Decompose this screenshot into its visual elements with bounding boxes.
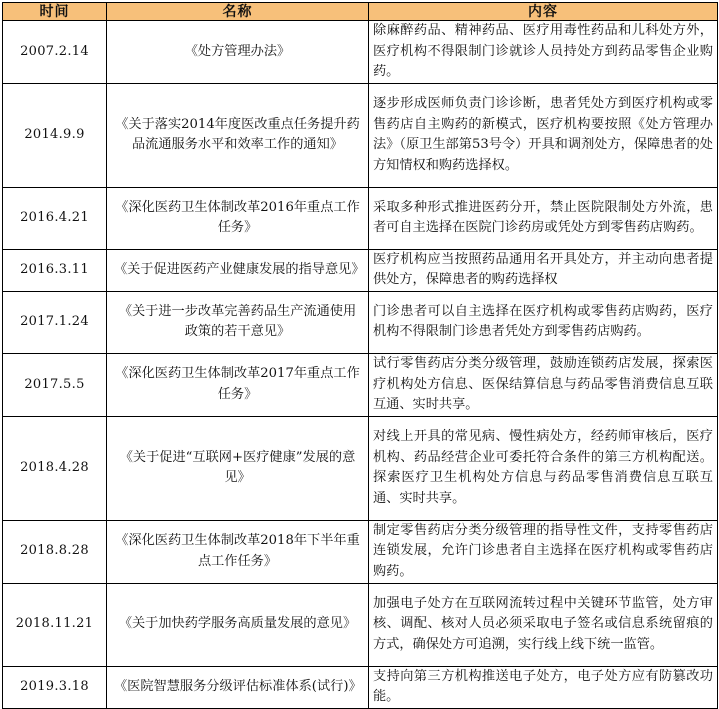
policy-table <box>2 2 718 709</box>
row-content: 制定零售药店分类分级管理的指导性文件，支持零售药店连锁发展，允许门诊患者自主选择在医疗机构或零售药店购药。 <box>369 520 718 583</box>
table-row <box>3 187 718 249</box>
row-name: 《深化医药卫生体制改革2018年下半年重点工作任务》 <box>107 520 369 583</box>
table-row <box>3 416 718 520</box>
row-name: 《关于落实2014年度医改重点任务提升药品流通服务水平和效率工作的通知》 <box>107 83 369 187</box>
header-row <box>3 3 718 21</box>
table-row <box>3 249 718 291</box>
table-row <box>3 83 718 187</box>
table-row <box>3 583 718 666</box>
header-name: 名称 <box>107 3 369 21</box>
row-date: 2017.1.24 <box>3 291 107 353</box>
row-content: 除麻醉药品、精神药品、医疗用毒性药品和儿科处方外，医疗机构不得限制门诊就诊人员持处方到药品零售企业购药。 <box>369 21 718 84</box>
row-name: 《医院智慧服务分级评估标准体系(试行)》 <box>107 666 369 708</box>
row-content: 加强电子处方在互联网流转过程中关键环节监管，处方审核、调配、核对人员必须采取电子签名或信息系统留痕的方式，确保处方可追溯，实行线上线下统一监管。 <box>369 583 718 666</box>
table-row <box>3 666 718 708</box>
row-date: 2018.4.28 <box>3 416 107 520</box>
row-date: 2018.11.21 <box>3 583 107 666</box>
table-row <box>3 353 718 416</box>
row-date: 2016.3.11 <box>3 249 107 291</box>
row-name: 《关于促进医药产业健康发展的指导意见》 <box>107 249 369 291</box>
row-content: 对线上开具的常见病、慢性病处方，经药师审核后，医疗机构、药品经营企业可委托符合条件的第三方机构配送。探索医疗卫生机构处方信息与药品零售消费信息互联互通、实时共享。 <box>369 416 718 520</box>
row-content: 门诊患者可以自主选择在医疗机构或零售药店购药，医疗机构不得限制门诊患者凭处方到零售药店购药。 <box>369 291 718 353</box>
row-content: 采取多种形式推进医药分开，禁止医院限制处方外流，患者可自主选择在医院门诊药房或凭处方到零售药店购药。 <box>369 187 718 249</box>
header-content: 内容 <box>369 3 718 21</box>
row-date: 2014.9.9 <box>3 83 107 187</box>
row-name: 《关于促进“互联网+医疗健康”发展的意见》 <box>107 416 369 520</box>
row-name: 《深化医药卫生体制改革2017年重点工作任务》 <box>107 353 369 416</box>
row-name: 《深化医药卫生体制改革2016年重点工作任务》 <box>107 187 369 249</box>
row-name: 《处方管理办法》 <box>107 21 369 84</box>
row-date: 2018.8.28 <box>3 520 107 583</box>
table-row <box>3 520 718 583</box>
row-date: 2016.4.21 <box>3 187 107 249</box>
row-content: 支持向第三方机构推送电子处方，电子处方应有防篡改功能。 <box>369 666 718 708</box>
table-row <box>3 21 718 84</box>
row-name: 《关于加快药学服务高质量发展的意见》 <box>107 583 369 666</box>
row-date: 2019.3.18 <box>3 666 107 708</box>
row-content: 逐步形成医师负责门诊诊断，患者凭处方到医疗机构或零售药店自主购药的新模式，医疗机构要按照《处方管理办法》（原卫生部第53号令）开具和调剂处方，保障患者的处方知情权和购药选择权。 <box>369 83 718 187</box>
table-row <box>3 291 718 353</box>
row-date: 2017.5.5 <box>3 353 107 416</box>
row-date: 2007.2.14 <box>3 21 107 84</box>
row-name: 《关于进一步改革完善药品生产流通使用政策的若干意见》 <box>107 291 369 353</box>
header-time: 时间 <box>3 3 107 21</box>
row-content: 医疗机构应当按照药品通用名开具处方，并主动向患者提供处方，保障患者的购药选择权 <box>369 249 718 291</box>
row-content: 试行零售药店分类分级管理，鼓励连锁药店发展，探索医疗机构处方信息、医保结算信息与药品零售消费信息互联互通、实时共享。 <box>369 353 718 416</box>
